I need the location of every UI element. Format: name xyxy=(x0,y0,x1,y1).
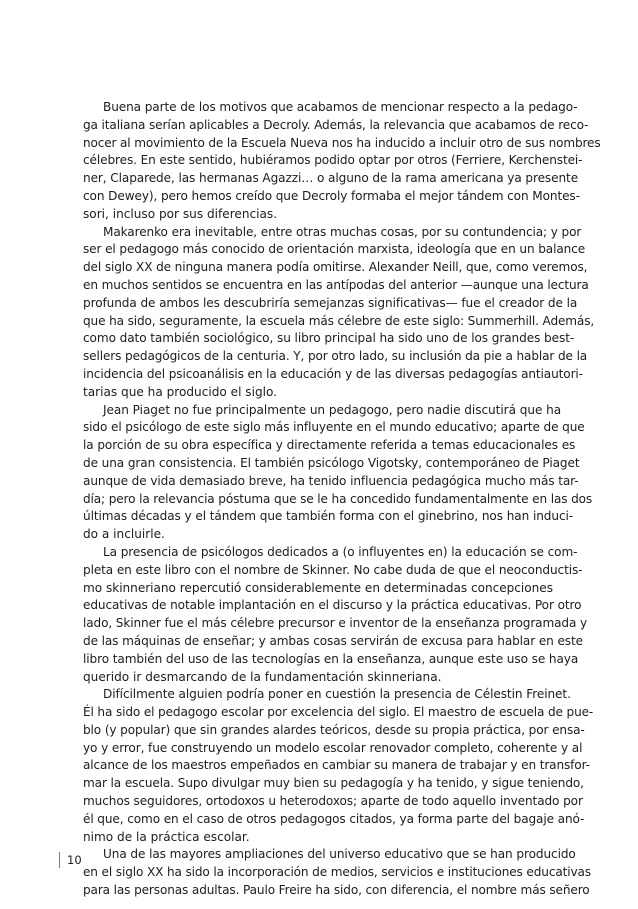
text-line: yo y error, fue construyendo un modelo escolar renovador completo, coherente y al xyxy=(83,740,583,755)
text-line: Él ha sido el pedagogo escolar por excelencia del siglo. El maestro de escuela de pue- xyxy=(83,705,594,720)
text-line: con Dewey), pero hemos creído que Decroly formaba el mejor tándem con Montes- xyxy=(83,188,580,203)
text-line: en muchos sentidos se encuentra en las antípodas del anterior —aunque una lectura xyxy=(83,277,589,292)
text-line: Difícilmente alguien podría poner en cuestión la presencia de Célestin Freinet. xyxy=(103,687,571,702)
text-line: últimas décadas y el tándem que también forma con el ginebrino, nos han induci- xyxy=(83,509,574,524)
text-line: sori, incluso por sus diferencias. xyxy=(83,206,278,221)
text-line: educativas de notable implantación en el discurso y la práctica educativas. Por otro xyxy=(83,598,582,613)
text-line: Una de las mayores ampliaciones del universo educativo que se han producido xyxy=(103,847,576,862)
text-line: mo skinneriano repercutió considerablemente en determinadas concepciones xyxy=(83,580,553,595)
page-footer xyxy=(59,852,82,868)
text-line: día; pero la relevancia póstuma que se le ha concedido fundamentalmente en las dos xyxy=(83,491,593,506)
text-line: muchos seguidores, ortodoxos u heterodoxos; aparte de todo aquello inventado por xyxy=(83,794,583,809)
text-line: blo (y popular) que sin grandes alardes teóricos, desde su propia práctica, por ensa- xyxy=(83,722,585,737)
text-line: alcance de los maestros empeñados en cambiar su manera de trabajar y en transfor- xyxy=(83,758,590,773)
paragraph xyxy=(83,544,588,686)
paragraph xyxy=(83,402,593,544)
text-line: aunque de vida demasiado breve, ha tenido influencia pedagógica mucho más tar- xyxy=(83,473,579,488)
text-line: querido ir desmarcando de la fundamentación skinneriana. xyxy=(83,669,442,684)
paragraph xyxy=(83,224,595,402)
text-line: que ha sido, seguramente, la escuela más célebre de este siglo: Summerhill. Además, xyxy=(83,313,595,328)
text-line: mar la escuela. Supo divulgar muy bien su pedagogía y ha tenido, y sigue teniendo, xyxy=(83,776,584,791)
text-line: del siglo XX de ninguna manera podía omitirse. Alexander Neill, que, como veremos, xyxy=(83,260,588,275)
text-line: profunda de ambos les descubriría semejanzas significativas— fue el creador de la xyxy=(83,295,578,310)
text-line: tarias que ha producido el siglo. xyxy=(83,384,278,399)
text-line: ga italiana serían aplicables a Decroly. Además, la relevancia que acabamos de reco- xyxy=(83,117,589,132)
text-line: de las máquinas de enseñar; y ambas cosas servirán de excusa para hablar en este xyxy=(83,633,583,648)
text-line: incidencia del psicoanálisis en la educación y de las diversas pedagogías antiautori- xyxy=(83,366,583,381)
text-line: ser el pedagogo más conocido de orientación marxista, ideología que en un balance xyxy=(83,242,586,257)
text-line: Jean Piaget no fue principalmente un pedagogo, pero nadie discutirá que ha xyxy=(103,402,562,417)
text-line: pleta en este libro con el nombre de Skinner. No cabe duda de que el neoconductis- xyxy=(83,562,583,577)
text-line: libro también del uso de las tecnologías en la enseñanza, aunque este uso se haya xyxy=(83,651,579,666)
text-line: para las personas adultas. Paulo Freire ha sido, con diferencia, el nombre más señero xyxy=(83,883,590,898)
text-line: él que, como en el caso de otros pedagogos citados, ya forma parte del bagaje anó- xyxy=(83,811,585,826)
text-line: como dato también sociológico, su libro principal ha sido uno de los grandes best- xyxy=(83,331,575,346)
body-text xyxy=(83,99,601,900)
text-line: en el siglo XX ha sido la incorporación de medios, servicios e instituciones educativas xyxy=(83,865,591,880)
text-line: nocer al movimiento de la Escuela Nueva nos ha inducido a incluir otro de sus nombres xyxy=(83,135,601,150)
text-line: nimo de la práctica escolar. xyxy=(83,829,250,844)
paragraph xyxy=(83,846,591,899)
text-line: de una gran consistencia. El también psicólogo Vigotsky, contemporáneo de Piaget xyxy=(83,455,580,470)
text-line: La presencia de psicólogos dedicados a (o influyentes en) la educación se com- xyxy=(103,544,578,559)
paragraph xyxy=(83,686,594,846)
text-line: célebres. En este sentido, hubiéramos podido optar por otros (Ferriere, Kerchenstei- xyxy=(83,153,583,168)
text-line: sellers pedagógicos de la centuria. Y, por otro lado, su inclusión da pie a hablar de la xyxy=(83,349,588,364)
text-line: lado, Skinner fue el más célebre precursor e inventor de la enseñanza programada y xyxy=(83,616,588,631)
page-number: 10 xyxy=(67,853,82,867)
text-line: Makarenko era inevitable, entre otras muchas cosas, por su contundencia; y por xyxy=(103,224,582,239)
footer-divider xyxy=(59,852,60,868)
paragraph xyxy=(83,99,601,224)
text-line: do a incluirle. xyxy=(83,527,165,542)
text-line: sido el psicólogo de este siglo más influyente en el mundo educativo; aparte de que xyxy=(83,420,585,435)
text-line: ner, Claparede, las hermanas Agazzi… o alguno de la rama americana ya presente xyxy=(83,171,579,186)
text-line: la porción de su obra específica y directamente referida a temas educacionales es xyxy=(83,438,576,453)
text-line: Buena parte de los motivos que acabamos de mencionar respecto a la pedago- xyxy=(103,100,578,114)
